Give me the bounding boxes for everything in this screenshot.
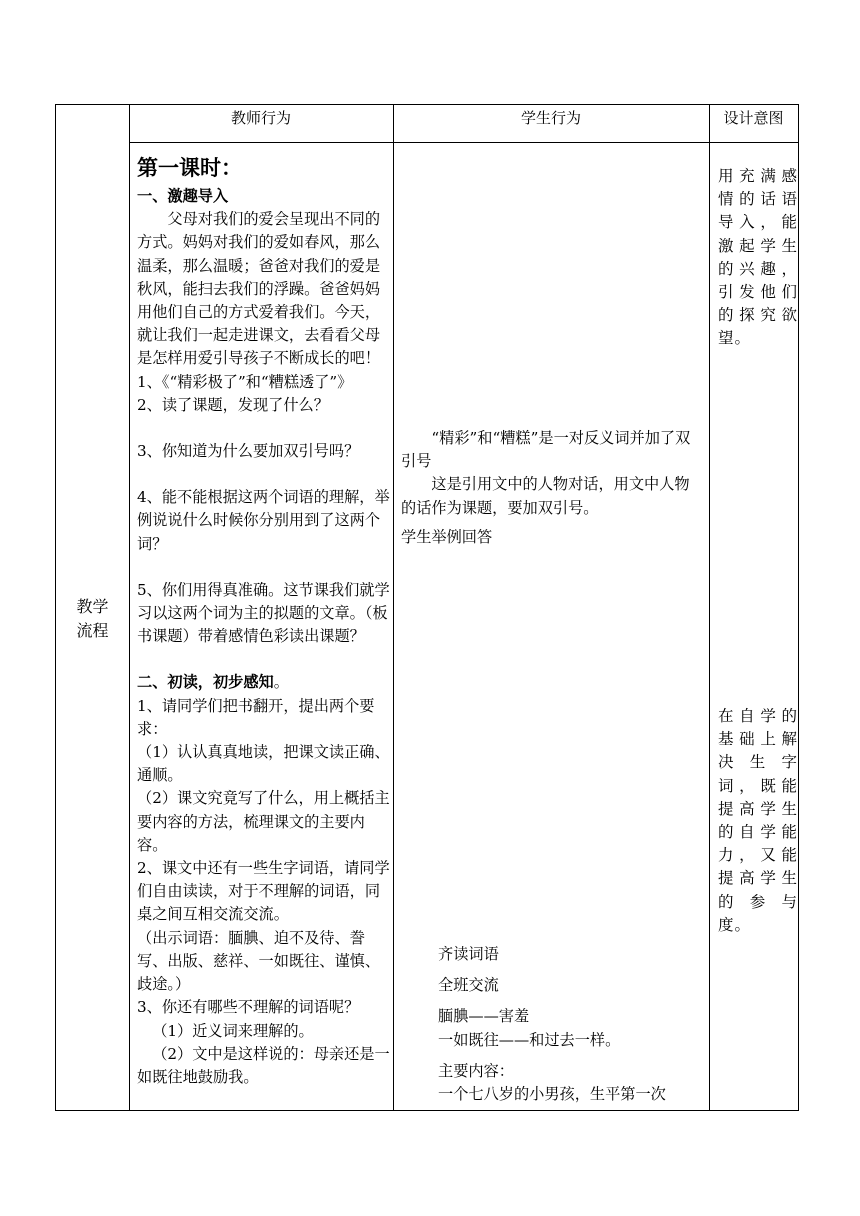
section2-heading	[137, 671, 391, 694]
section2-item-2: 2、课文中还有一些生字词语，请同学们自由读读，对于不理解的词语，同桌之间互相交流交流。	[137, 859, 390, 924]
column-divider	[709, 105, 710, 1110]
intro-paragraph: 父母对我们的爱会呈现出不同的方式。妈妈对我们的爱如春风，那么温柔，那么温暖；爸爸对我们的爱是秋风，能扫去我们的浮躁。爸爸妈妈用他们自己的方式爱着我们。今天，就让我们一起走进课文，去看看父母是怎样用爱引导孩子不断成长的吧！	[137, 210, 381, 368]
section2-word-list: （出示词语：腼腆、迫不及待、誊写、出版、慈祥、一如既往、谨慎、歧途。）	[137, 928, 380, 994]
section1-title: 一、激趣导入	[137, 187, 229, 205]
lesson-title: 第一课时：	[137, 155, 242, 180]
question-4: 4、能不能根据这两个词语的理解，举例说说什么时候你分别用到了这两个词？	[137, 488, 390, 553]
section2-item-1a: （1）认认真真地读，把课文读正确、通顺。	[137, 743, 390, 785]
student-word-1: 腼腆——害羞	[438, 1007, 530, 1026]
question-1: 1、《“精彩极了”和“糟糕透了”》	[137, 372, 353, 391]
column-divider	[393, 105, 394, 1110]
header-divider	[129, 142, 798, 143]
header-teacher: 教师行为	[230, 109, 291, 127]
section2-item-3: 3、你还有哪些不理解的词语呢？	[137, 998, 360, 1017]
question-2: 2、读了课题，发现了什么？	[137, 395, 329, 414]
column-divider	[129, 105, 130, 1110]
student-answer-2: 这是引用文中的人物对话，用文中人物的话作为课题，要加双引号。	[401, 475, 690, 517]
section2-item-3a: （1）近义词来理解的。	[152, 1021, 314, 1040]
section2-item-1: 1、请同学们把书翻开，提出两个要求：	[137, 696, 375, 738]
question-3: 3、你知道为什么要加双引号吗？	[137, 442, 360, 461]
student-answer-3: 学生举例回答	[401, 527, 493, 546]
student-main-content: 一个七八岁的小男孩，生平第一次	[438, 1085, 666, 1104]
intent-1-text: 用充满感情的话语导入，能激起学生的兴趣，引发他们的探究欲望。	[718, 167, 798, 348]
section2-item-3b: （2）文中是这样说的：母亲还是一如既往地鼓励我。	[137, 1044, 390, 1086]
teacher-column	[137, 153, 391, 1089]
header-student: 学生行为	[520, 109, 581, 127]
section2-item-1b: （2）课文究竟写了什么，用上概括主要内容的方法，梳理课文的主要内容。	[137, 789, 390, 854]
intent-2-text: 在自学的基础上解决生字词，既能提高学生的自学能力，又能提高学生的参与度。	[718, 707, 798, 934]
student-class-share: 全班交流	[438, 976, 499, 995]
section2-title: 二、初读，初步感知	[137, 673, 274, 692]
question-5: 5、你们用得真准确。这节课我们就学习以这两个词为主的拟题的文章。（板书课题）带着感情色彩读出课题？	[137, 580, 390, 646]
student-main-content-label: 主要内容：	[438, 1061, 514, 1080]
intent-1	[718, 165, 798, 351]
student-answer-1: “精彩”和“糟糕”是一对反义词并加了双引号	[401, 429, 691, 471]
student-column	[401, 427, 703, 549]
intent-2	[718, 705, 798, 937]
student-read-words: 齐读词语	[438, 945, 499, 963]
row-label	[56, 595, 129, 643]
header-intent: 设计意图	[723, 109, 784, 127]
lesson-plan-table	[55, 104, 799, 1111]
student-word-2: 一如既往——和过去一样。	[438, 1030, 621, 1049]
student-column-lower	[438, 943, 708, 1106]
section2-title-end: 。	[273, 673, 289, 692]
row-label-text: 教学流程	[76, 597, 109, 640]
